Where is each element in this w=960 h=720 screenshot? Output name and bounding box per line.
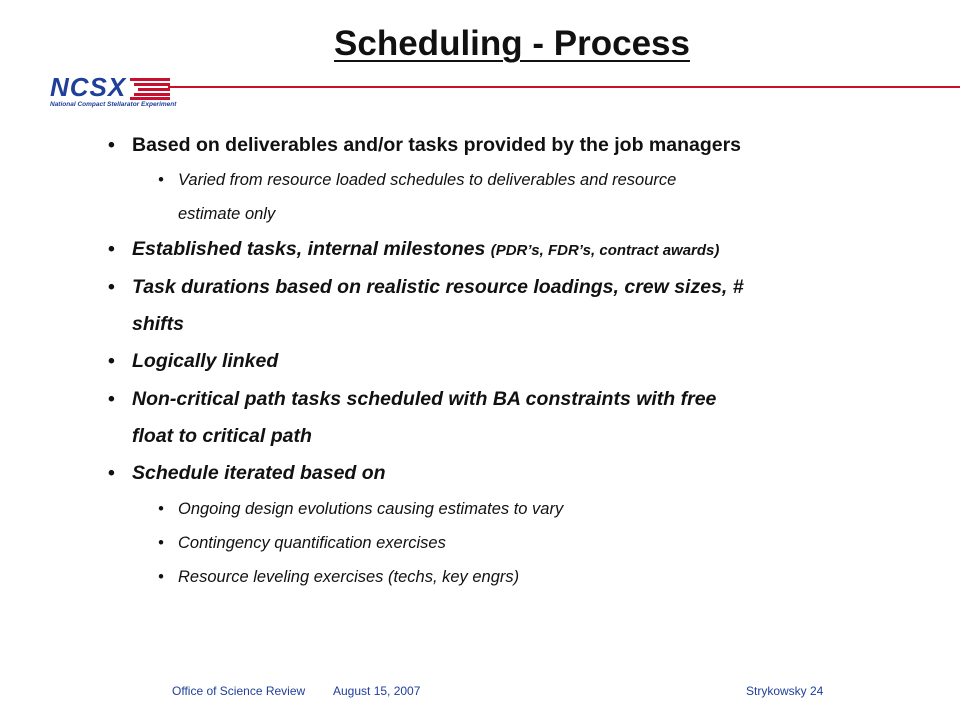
list-item: Task durations based on realistic resource loadings, crew sizes, # [132, 276, 744, 298]
bullet-icon: • [108, 238, 115, 260]
list-item: Ongoing design evolutions causing estimates to vary [178, 500, 564, 518]
bullet-icon: • [158, 500, 164, 518]
list-item: Varied from resource loaded schedules to deliverables and resource [178, 171, 677, 189]
logo-subtitle: National Compact Stellarator Experiment [50, 101, 177, 108]
footer-venue: Office of Science Review [172, 684, 306, 698]
list-item: Logically linked [132, 350, 279, 372]
bullet-icon: • [108, 276, 115, 298]
list-item-note: (PDR’s, FDR’s, contract awards) [490, 242, 720, 259]
logo-flag-icon [130, 78, 170, 100]
bullet-icon: • [108, 350, 115, 372]
list-item-continuation: float to critical path [132, 425, 312, 447]
list-item: Contingency quantification exercises [178, 534, 446, 552]
logo-text: NCSX [50, 72, 127, 102]
footer-page: Strykowsky 24 [746, 684, 824, 698]
bullet-icon: • [158, 171, 164, 189]
header-rule [168, 86, 960, 88]
bullet-icon: • [108, 134, 115, 156]
list-item: Resource leveling exercises (techs, key engrs) [178, 568, 520, 586]
bullet-icon: • [108, 462, 115, 484]
list-item: Schedule iterated based on [132, 462, 386, 484]
footer-date: August 15, 2007 [333, 684, 421, 698]
bullet-icon: • [108, 388, 115, 410]
list-item [132, 230, 719, 270]
list-item-text: Established tasks, internal milestones [132, 238, 486, 260]
slide-title: Scheduling - Process [334, 24, 690, 63]
list-item: Non-critical path tasks scheduled with BA constraints with free [132, 388, 717, 410]
list-item-continuation: estimate only [178, 205, 276, 223]
ncsx-logo [44, 72, 177, 114]
list-item-continuation: shifts [132, 313, 185, 335]
bullet-icon: • [158, 568, 164, 586]
list-item: Based on deliverables and/or tasks provided by the job managers [132, 134, 742, 156]
bullet-icon: • [158, 534, 164, 552]
